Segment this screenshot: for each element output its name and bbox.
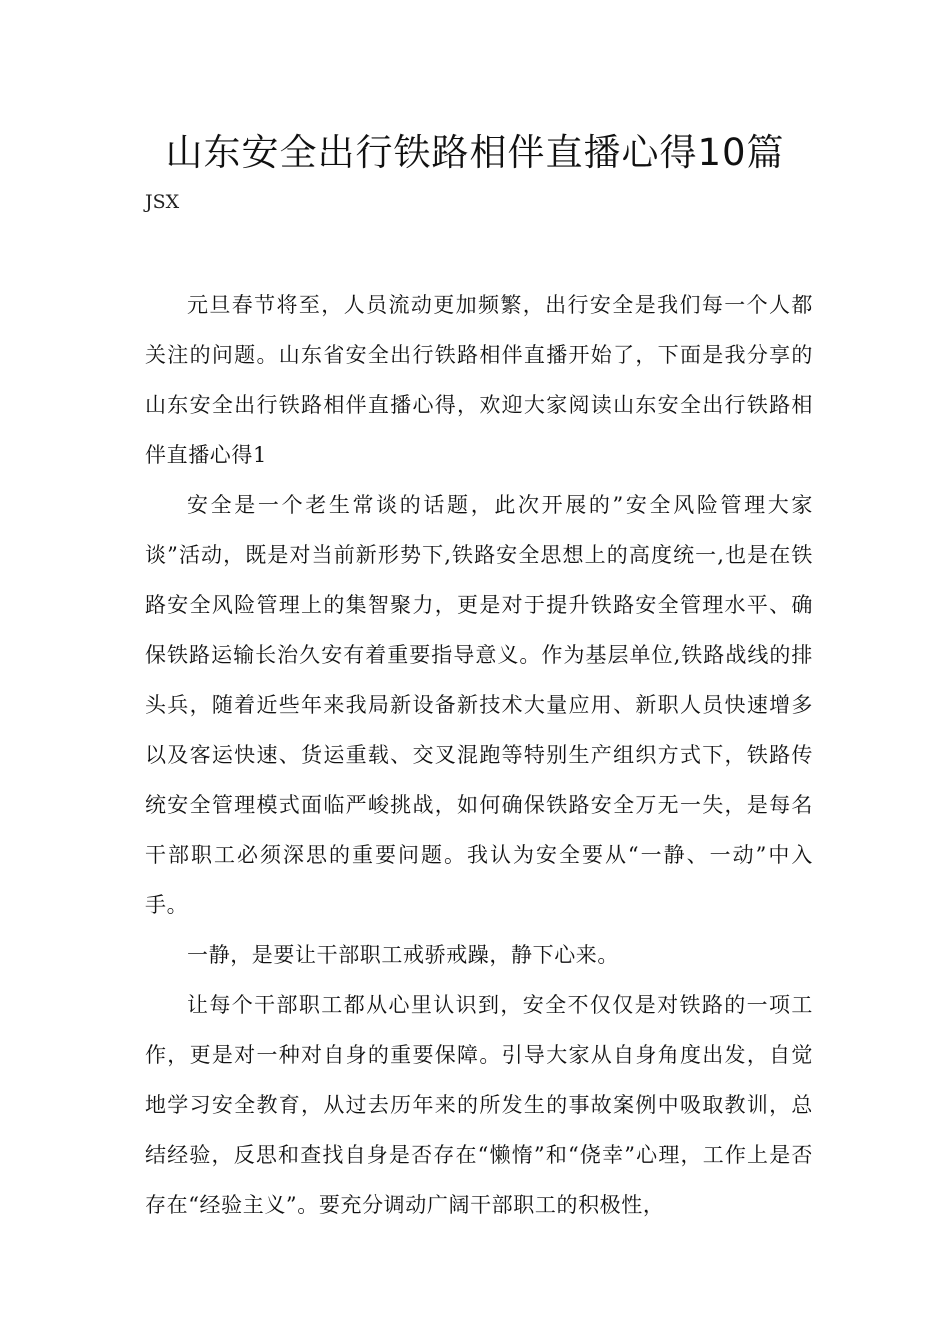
paragraph: 元旦春节将至，人员流动更加频繁，出行安全是我们每一个人都关注的问题。山东省安全出行铁路相伴直播开始了，下面是我分享的山东安全出行铁路相伴直播心得，欢迎大家阅读山东安全出行铁路相伴直播心得1	[145, 293, 813, 467]
paragraph: 一静，是要让干部职工戒骄戒躁，静下心来。	[187, 943, 619, 967]
document-title: 山东安全出行铁路相伴直播心得10篇	[165, 131, 785, 174]
paragraph: 安全是一个老生常谈的话题，此次开展的”安全风险管理大家谈”活动，既是对当前新形势下,铁路安全思想上的高度统一,也是在铁路安全风险管理上的集智聚力，更是对于提升铁路安全管理水平、确保铁路运输长治久安有着重要指导意义。作为基层单位,铁路战线的排头兵，随着近些年来我局新设备新技术大量应用、新职人员快速增多以及客运快速、货运重载、交叉混跑等特别生产组织方式下，铁路传统安全管理模式面临严峻挑战，如何确保铁路安全万无一失，是每名干部职工必须深思的重要问题。我认为安全要从“一静、一动”中入手。	[145, 493, 813, 917]
paragraph: 让每个干部职工都从心里认识到，安全不仅仅是对铁路的一项工作，更是对一种对自身的重要保障。引导大家从自身角度出发，自觉地学习安全教育，从过去历年来的所发生的事故案例中吸取教训，总结经验，反思和查找自身是否存在“懒惰”和“侥幸”心理，工作上是否存在“经验主义”。要充分调动广阔干部职工的积极性，	[145, 993, 813, 1217]
document-body	[145, 280, 813, 1230]
document-author: JSX	[145, 191, 180, 213]
